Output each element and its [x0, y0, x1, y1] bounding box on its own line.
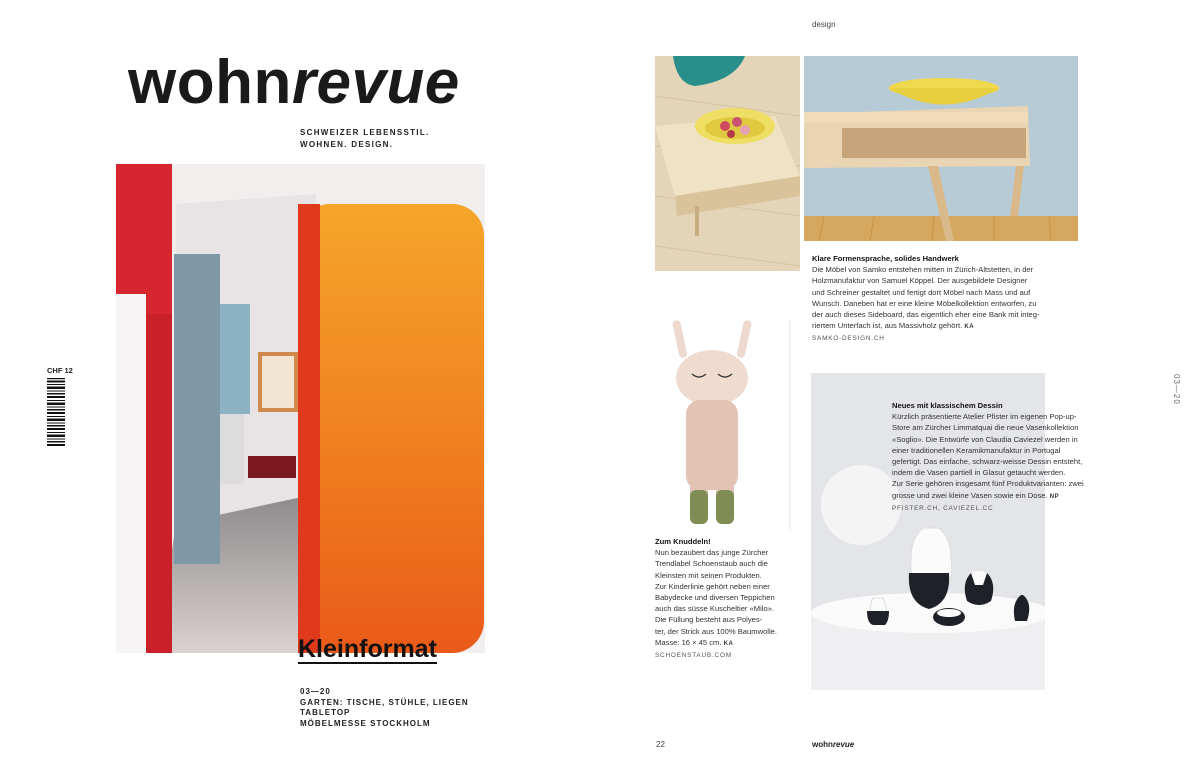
tagline-line: SCHWEIZER LEBENSSTIL. [300, 128, 430, 137]
article-line: Die Füllung besteht aus Polyes- [655, 615, 763, 625]
article-headline: Zum Knuddeln! [655, 537, 711, 546]
footer-logo-italic: revue [832, 740, 855, 749]
magazine-logo [128, 48, 460, 117]
barcode [47, 378, 71, 446]
article-line: ter, der Strick aus 100% Baumwolle. [655, 626, 777, 636]
article-line: Trendlabel Schoenstaub auch die [655, 559, 768, 569]
photo-plush-toy [654, 300, 793, 535]
topic-item: TABLETOP [300, 708, 351, 717]
logo-italic: revue [291, 48, 460, 117]
article-line: Kürzlich präsentierte Atelier Pfister im eigenen Pop-up- [892, 412, 1077, 422]
article-headline: Klare Formensprache, solides Handwerk [812, 254, 959, 263]
logo-plain: wohn [128, 48, 292, 117]
article-line: Holzmanufaktur von Samuel Köppel. Der ausgebildete Designer [812, 276, 1028, 286]
article-line: Masse: 16 × 45 cm. [655, 637, 722, 647]
cover-photo [116, 164, 485, 653]
article-line: indem die Vasen partiell in Glasur getaucht werden. [892, 468, 1066, 478]
tagline [300, 127, 430, 151]
author-initials: KA [964, 324, 975, 331]
article-pfister [892, 400, 1114, 514]
page-number: 22 [656, 740, 665, 749]
photo-bench-bowl [655, 56, 800, 271]
article-line: einer traditionellen Keramikmanufaktur in Portugal [892, 445, 1061, 455]
topic-item: GARTEN: TISCHE, STÜHLE, LIEGEN [300, 697, 469, 707]
article-line: Store am Zürcher Limmatquai die neue Vasenkollektion [892, 423, 1079, 433]
article-line: und Schreiner gestaltet und fertigt dort Möbel nach Mass und auf [812, 287, 1031, 297]
side-issue-number: 03—20 [1172, 374, 1181, 405]
article-line: Wunsch. Daneben hat er eine kleine Möbelkollektion entworfen, zu [812, 298, 1037, 308]
article-line: «Soglio». Die Entwürfe von Claudia Caviezel werden in [892, 434, 1078, 444]
article-line: riertem Unterfach ist, aus Massivholz gehört. [812, 321, 963, 331]
price-label: CHF 12 [47, 366, 73, 375]
issue-number: 03—20 [300, 687, 331, 696]
author-initials: NP [1049, 493, 1060, 500]
issue-topics [300, 687, 469, 729]
tagline-line: WOHNEN. DESIGN. [300, 140, 394, 149]
author-initials: KA [723, 640, 734, 647]
topic-item: MÖBELMESSE STOCKHOLM [300, 718, 431, 728]
article-line: gefertigt. Das einfache, schwarz-weisse Dessin entsteht, [892, 457, 1083, 467]
article-line: Die Möbel von Samko entstehen mitten in Zürich-Altstetten, in der [812, 265, 1034, 275]
article-source: SCHOENSTAUB.COM [655, 652, 732, 660]
footer-logo-plain: wohn [812, 740, 833, 749]
article-headline: Neues mit klassischem Dessin [892, 401, 1003, 410]
article-samko [812, 253, 1078, 345]
section-label: design [812, 20, 836, 29]
article-line: Zur Serie gehören insgesamt fünf Produktvarianten: zwei [892, 479, 1084, 489]
article-line: Kleinsten mit seinen Produkten. [655, 570, 762, 580]
article-schoenstaub [655, 536, 805, 661]
article-line: der auch dieses Sideboard, das eigentlich eher eine Bank mit integ- [812, 310, 1040, 320]
article-line: Nun bezaubert das junge Zürcher [655, 548, 769, 558]
article-line: auch das süsse Kuscheltier «Milo». [655, 604, 775, 614]
photo-sideboard [804, 56, 1078, 241]
article-source: SAMKO-DESIGN.CH [812, 335, 885, 343]
article-line: grosse und zwei kleine Vasen sowie ein Dose. [892, 490, 1048, 500]
article-line: Zur Kinderlinie gehört neben einer [655, 581, 770, 591]
article-line: Babydecke und diversen Teppichen [655, 593, 775, 603]
cover-title: Kleinformat [298, 635, 437, 663]
article-source: PFISTER.CH, CAVIEZEL.CC [892, 504, 994, 512]
footer-logo [812, 740, 854, 749]
